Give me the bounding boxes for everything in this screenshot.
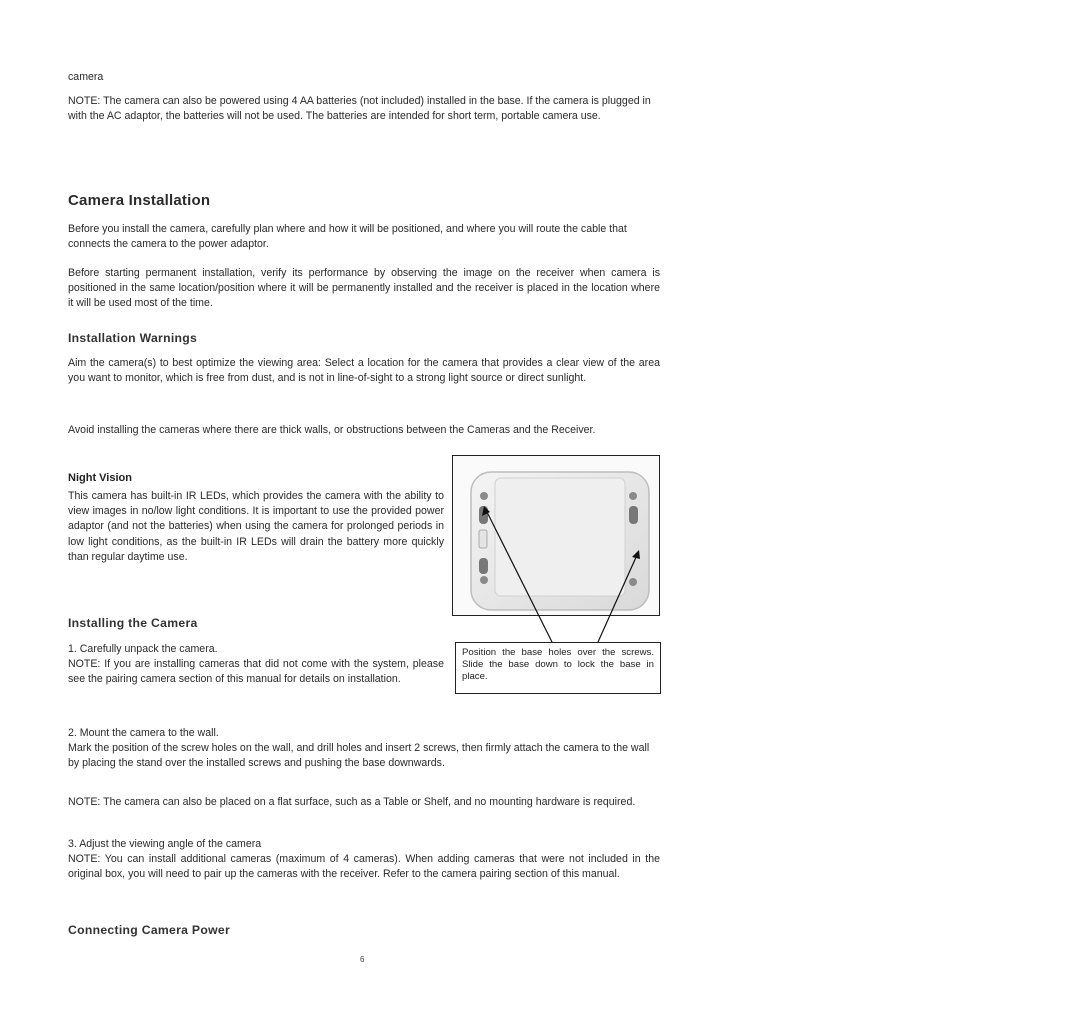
step-1-note: NOTE: If you are installing cameras that did not come with the system, please see the pairing camera section of this manual for details on installation. (68, 658, 444, 686)
page-number: 6 (360, 955, 365, 964)
warnings-para-1: Aim the camera(s) to best optimize the viewing area: Select a location for the camera that provides a clear view of the area you want to monitor, which is free from dust, and is not in line-of-sight to a strong light source or direct sunlight. (68, 357, 660, 385)
warnings-para-2: Avoid installing the cameras where there are thick walls, or obstructions between the Cameras and the Receiver. (68, 424, 596, 436)
step-3: 3. Adjust the viewing angle of the camera (68, 838, 262, 850)
camera-base-illustration (453, 456, 660, 616)
step-1: 1. Carefully unpack the camera. (68, 643, 218, 655)
step-2: 2. Mount the camera to the wall. (68, 727, 219, 739)
camera-base-figure (452, 455, 660, 616)
step-2-note: NOTE: The camera can also be placed on a flat surface, such as a Table or Shelf, and no mounting hardware is required. (68, 796, 636, 808)
night-vision-heading: Night Vision (68, 472, 132, 484)
installation-warnings-heading: Installation Warnings (68, 331, 198, 345)
installing-camera-heading: Installing the Camera (68, 616, 198, 630)
intro-battery-note: NOTE: The camera can also be powered using 4 AA batteries (not included) installed in the base. If the camera is plugged in with the AC adaptor, the batteries will not be used. The batteries are intended for short term, portable camera use. (68, 95, 651, 123)
installation-para-1: Before you install the camera, carefully plan where and how it will be positioned, and where you will route the cable that connects the camera to the power adaptor. (68, 223, 627, 251)
step-2-text: Mark the position of the screw holes on the wall, and drill holes and insert 2 screws, then firmly attach the camera to the wall by placing the stand over the installed screws and pushing the base downwards. (68, 742, 650, 770)
installation-para-2: Before starting permanent installation, verify its performance by observing the image on the receiver when camera is positioned in the same location/position where it will be permanently installed and the receiver is placed in the location where it will be used most of the time. (68, 267, 660, 310)
night-vision-text: This camera has built-in IR LEDs, which provides the camera with the ability to view images in no/low light conditions. It is important to use the provided power adaptor (and not the batteries) when using the camera for prolonged periods in low light conditions, as the built-in IR LEDs will drain the battery more quickly than regular daytime use. (68, 490, 444, 563)
camera-installation-heading: Camera Installation (68, 192, 211, 209)
step-3-note: NOTE: You can install additional cameras (maximum of 4 cameras). When adding cameras that were not included in the original box, you will need to pair up the cameras with the receiver. Refer to the camera pairing section of this manual. (68, 853, 660, 881)
connecting-power-heading: Connecting Camera Power (68, 923, 230, 937)
intro-fragment: camera (68, 71, 104, 83)
figure-caption: Position the base holes over the screws. Slide the base down to lock the base in place. (455, 642, 661, 694)
